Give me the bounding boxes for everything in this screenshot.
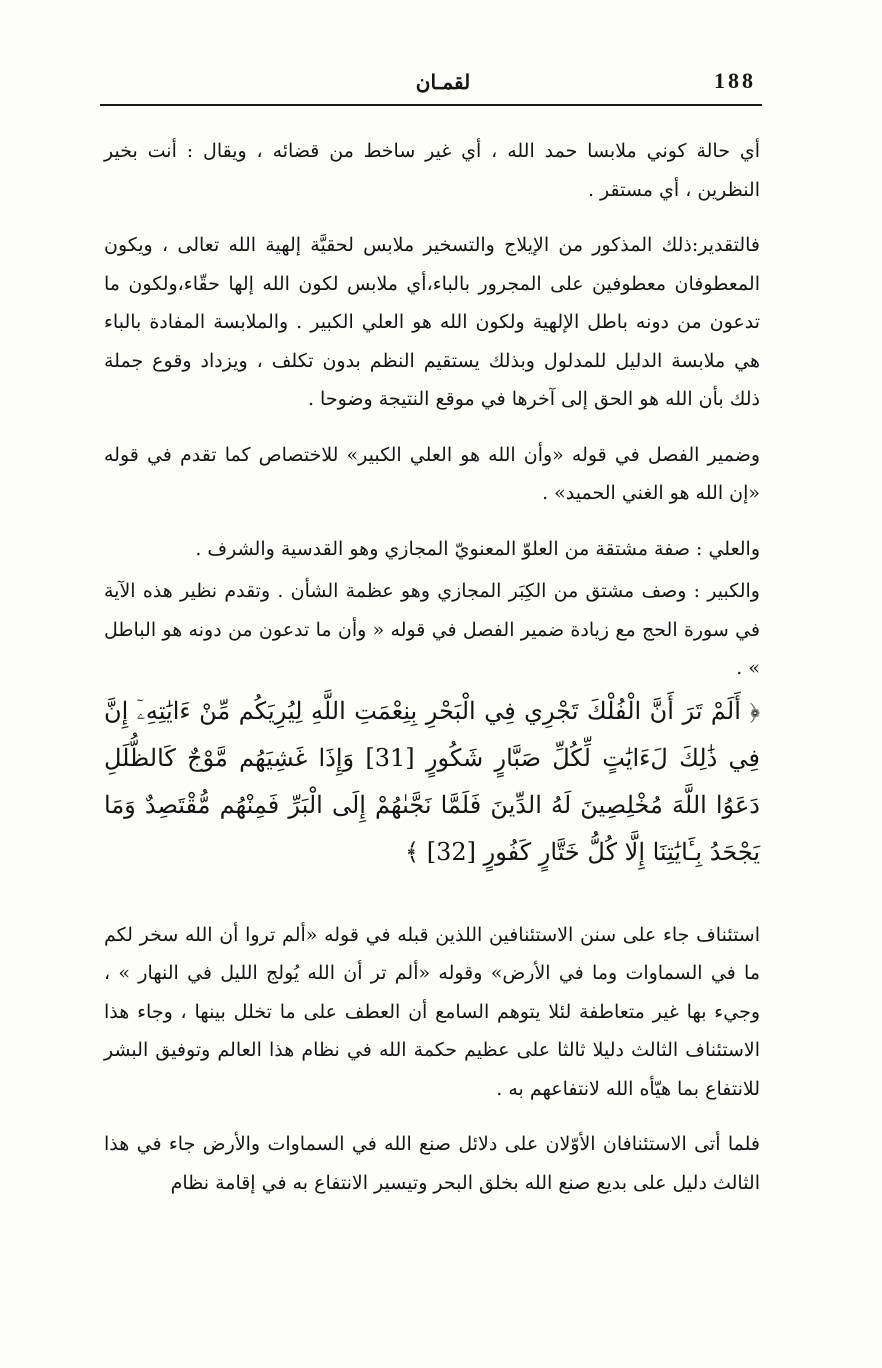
quran-verse-block: ﴿ أَلَمْ تَرَ أَنَّ الْفُلْكَ تَجْرِي فِي الْبَحْرِ بِنِعْمَتِ اللَّهِ لِيُرِيَكُم مِّنْ ءَايَٰتِهِۦٓ إِنَّ فِي ذَٰلِكَ لَءَايَٰتٍ لِّكُلِّ صَبَّارٍ شَكُورٍ [31] وَإِذَا غَشِيَهُم مَّوْجٌ كَالظُّلَلِ دَعَوُا اللَّهَ مُخْلِصِينَ لَهُ الدِّينَ فَلَمَّا نَجَّىٰهُمْ إِلَى الْبَرِّ فَمِنْهُم مُّقْتَصِدٌ وَمَا يَجْحَدُ بِـَٔايَٰتِنَا إِلَّا كُلُّ خَتَّارٍ كَفُورٍ [32] ﴾ [104, 696, 760, 866]
paragraph-4: والعلي : صفة مشتقة من العلوّ المعنويّ المجازي وهو القدسية والشرف . [195, 537, 760, 560]
page-number: 188 [714, 68, 756, 93]
paragraph-6: استئناف جاء على سنن الاستئنافين اللذين قبله في قوله «ألم تروا أن الله سخر لكم ما في السماوات وما في الأرض» وقوله «ألم تر أن الله يُولج الليل في النهار » ، وجيء بها غير متعاطفة لئلا يتوهم السامع أن العطف على ما تخلل بينها ، وجاء هذا الاستئناف الثالث دليلا ثالثا على عظيم حكمة الله في نظام هذا العالم وتوفيق البشر للانتفاع بما هيّأه الله لانتفاعهم به . [104, 923, 760, 1100]
page-body [104, 132, 760, 1202]
paragraph-5: والكبير : وصف مشتق من الكِبَر المجازي وهو عظمة الشأن . وتقدم نظير هذه الآية في سورة الحج مع زيادة ضمير الفصل في قوله « وأن ما تدعون من دونه هو الباطل » . [104, 580, 760, 679]
paragraph-7: فلما أتى الاستئنافان الأوّلان على دلائل صنع الله في السماوات والأرض جاء في هذا الثالث دليل على بديع صنع الله بخلق البحر وتيسير الانتفاع به في إقامة نظام [104, 1133, 760, 1194]
paragraph-3: وضمير الفصل في قوله «وأن الله هو العلي الكبير» للاختصاص كما تقدم في قوله «إن الله هو الغني الحميد» . [104, 443, 760, 504]
paragraph-2: فالتقدير:ذلك المذكور من الإيلاج والتسخير ملابس لحقيَّة إلهية الله تعالى ، ويكون المعطوفان معطوفين على المجرور بالباء،أي ملابس لكون الله إلها حقّاء،ولكون ما تدعون من دونه باطل الإلهية ولكون الله هو العلي الكبير . والملابسة المفادة بالباء هي ملابسة الدليل للمدلول وبذلك يستقيم النظم بدون تكلف ، ويزداد وقوع جملة ذلك بأن الله هو الحق إلى آخرها في موقع النتيجة وضوحا . [104, 234, 760, 410]
paragraph-1: أي حالة كوني ملابسا حمد الله ، أي غير ساخط من قضائه ، ويقال : أنت بخير النظرين ، أي مستقر . [104, 140, 760, 201]
surah-title: لقمـان [415, 70, 471, 94]
header-divider [100, 104, 762, 106]
page-header [100, 62, 762, 102]
